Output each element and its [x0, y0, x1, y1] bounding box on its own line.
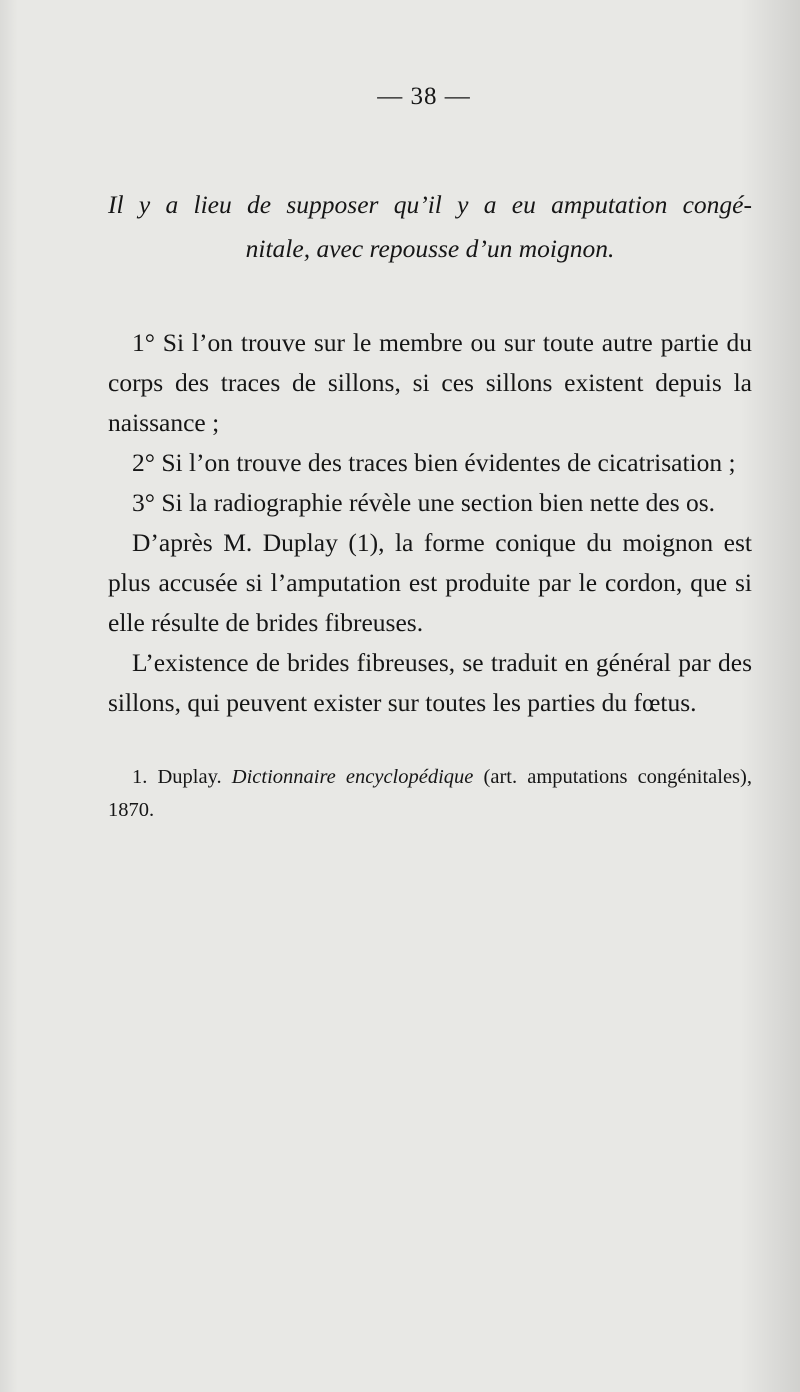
conclusion-line-2: nitale, avec repousse d’un moignon. [245, 234, 615, 263]
footnote-lead: 1. Duplay. [132, 766, 232, 788]
criterion-3-paragraph: 3° Si la radiographie révèle une section bien nette des os. [132, 488, 716, 517]
duplay-paragraph: D’après M. Duplay (1), la forme conique du moignon est plus accusée si l’amputation est produite par le cordon, que si elle résulte de brides fibreuses. [108, 528, 752, 637]
page-number: — 38 — [377, 83, 471, 110]
page-body [108, 183, 752, 848]
criterion-1-paragraph: 1° Si l’on trouve sur le membre ou sur toute autre partie du corps des traces de sillons, si ces sillons existent depuis la naissance ; [108, 328, 752, 437]
footnote [108, 761, 752, 827]
footnote-title: Dictionnaire encyclopédique [231, 766, 474, 788]
conclusion-line-1: Il y a lieu de supposer qu’il y a eu amputation congé- [108, 190, 752, 219]
criterion-2-paragraph: 2° Si l’on trouve des traces bien évidentes de cicatrisation ; [132, 448, 736, 477]
footnote-rest: (art. amputations congénitales), 1870. [108, 766, 752, 821]
conclusion-statement [108, 183, 752, 271]
brides-paragraph: L’existence de brides fibreuses, se traduit en général par des sillons, qui peuvent exister sur toutes les parties du fœtus. [108, 648, 752, 717]
